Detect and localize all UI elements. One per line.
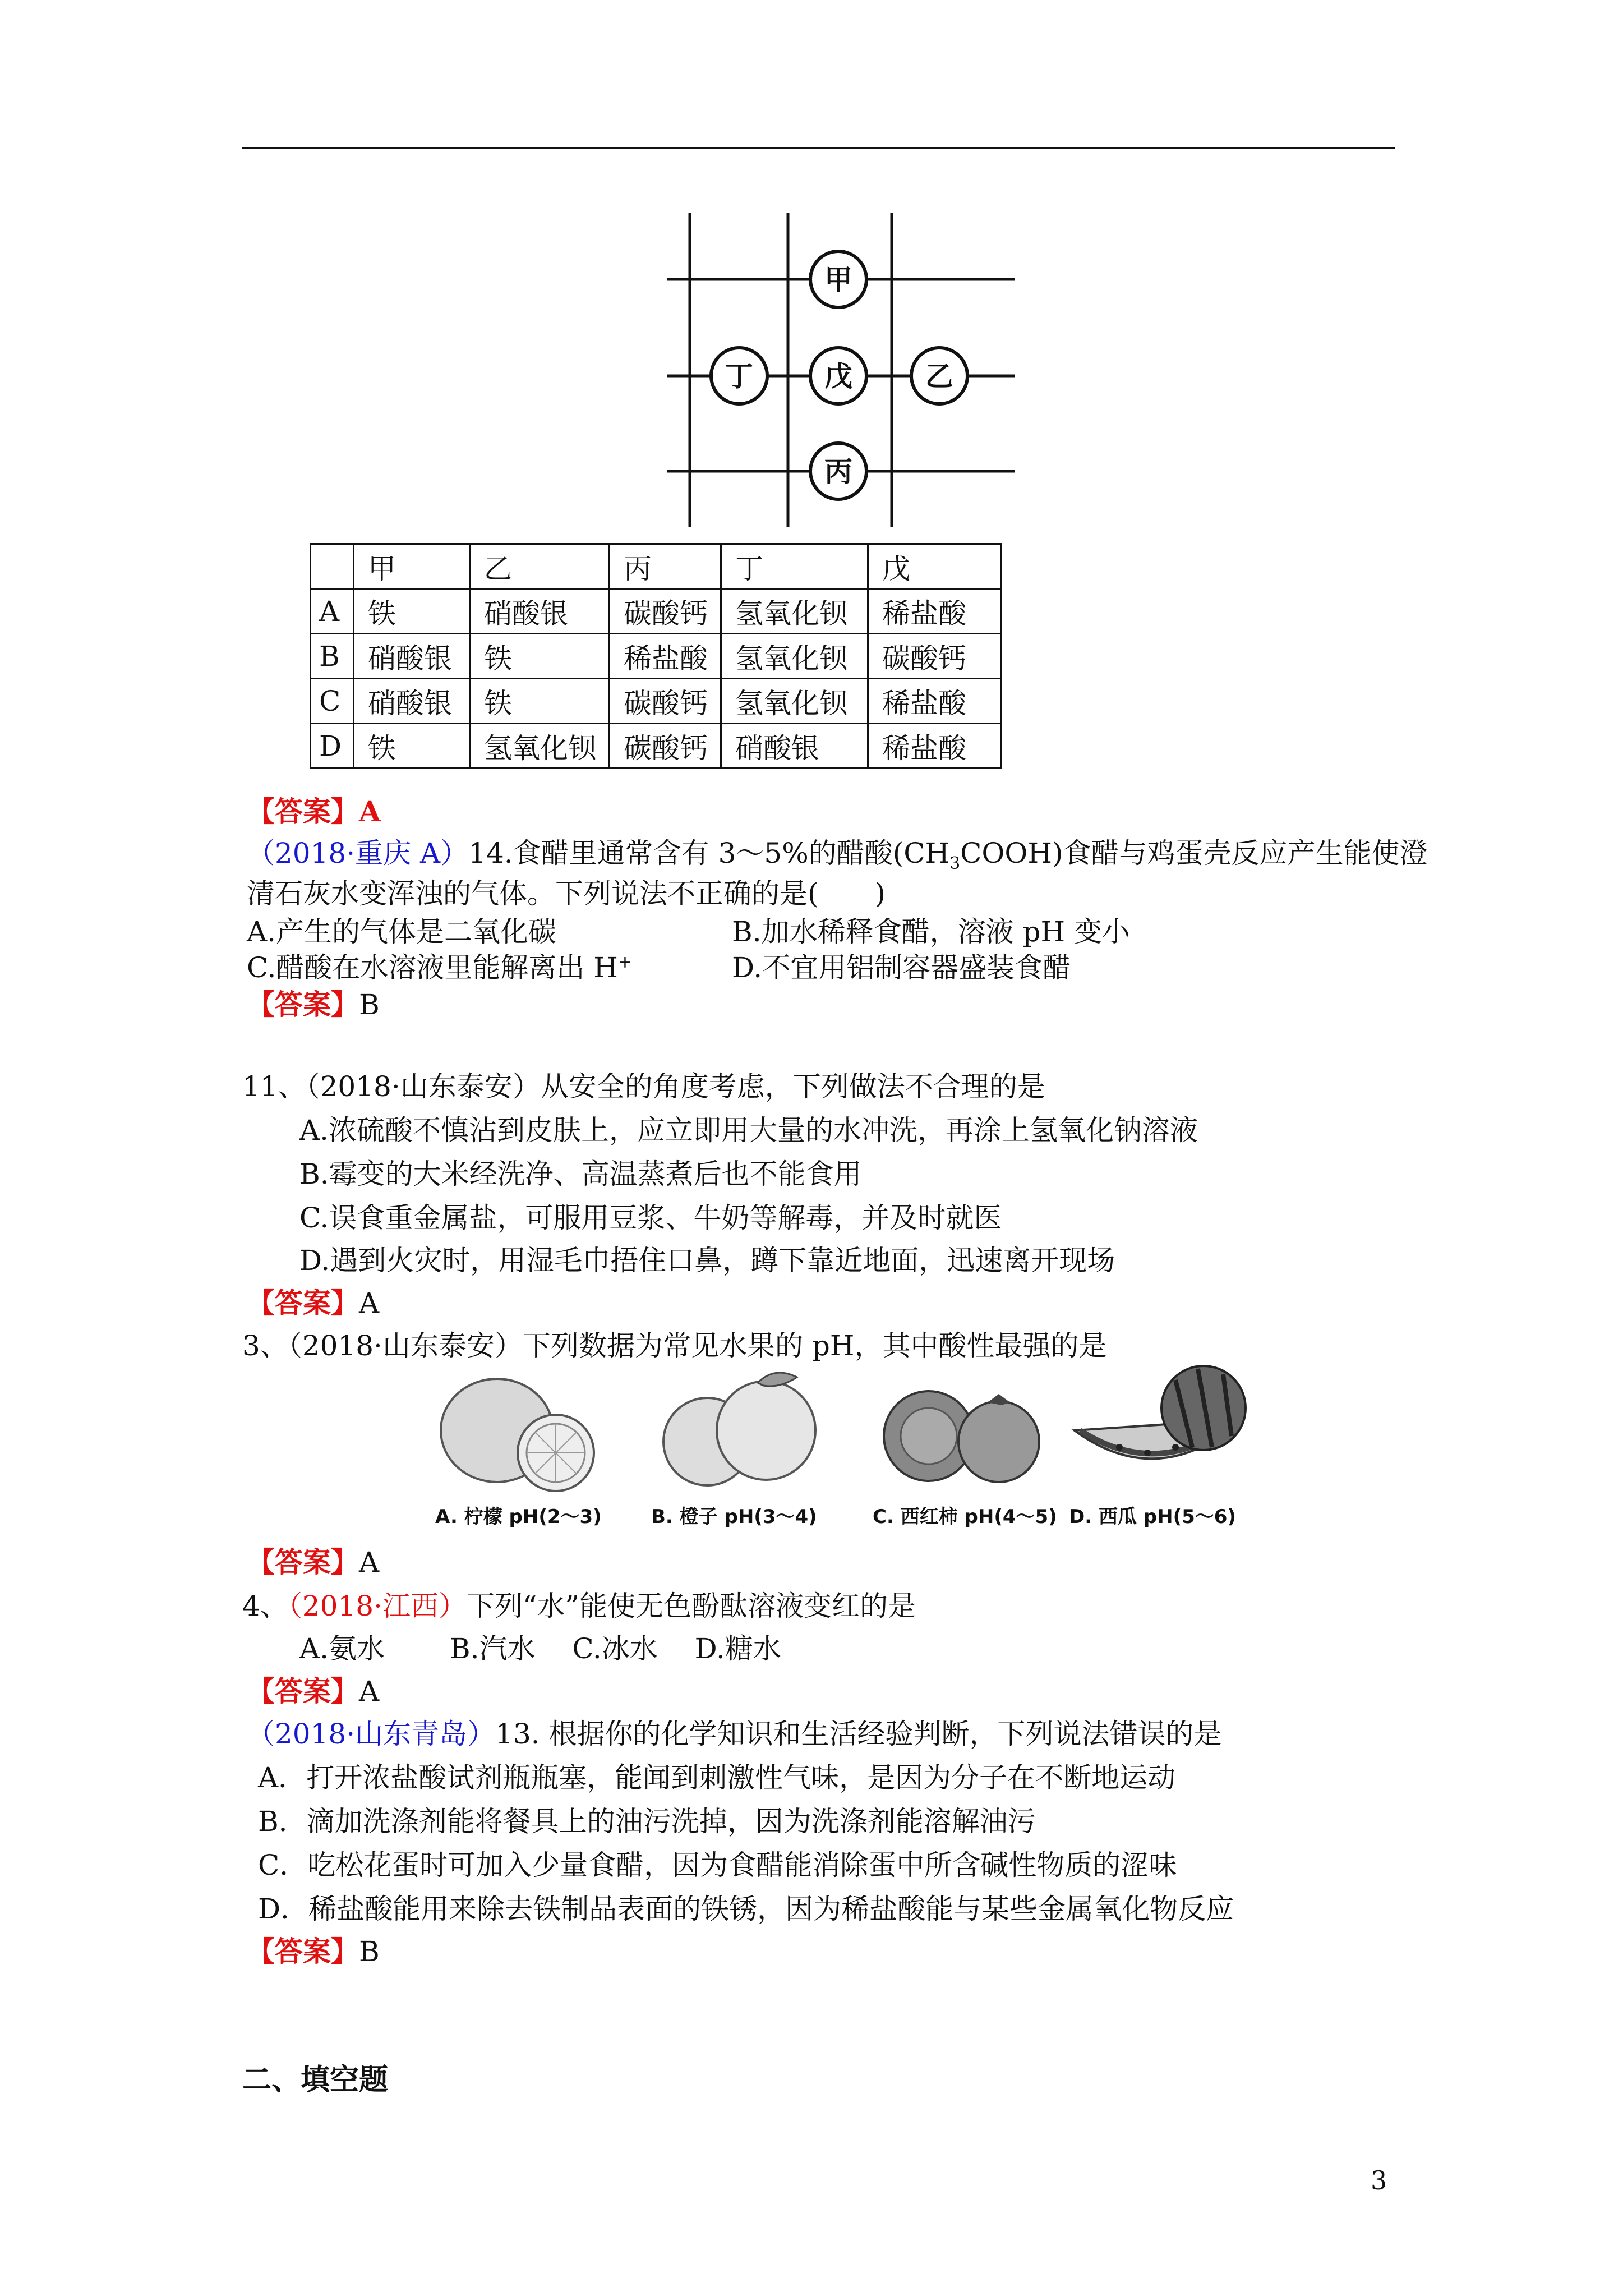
table-header-row: [311, 544, 1002, 589]
table-header-cell: [311, 544, 354, 589]
q11-option-a: A.浓硫酸不慎沾到皮肤上，应立即用大量的水冲洗，再涂上氢氧化钠溶液: [299, 1114, 1198, 1147]
answer-tag: 【答案】: [247, 1286, 359, 1319]
q11-stem: 11、（2018·山东泰安）从安全的角度考虑，下列做法不合理的是: [242, 1070, 1045, 1103]
table-cell: 铁: [470, 634, 610, 679]
table-cell: 氢氧化钡: [470, 724, 610, 769]
fruit-orange: [645, 1363, 842, 1531]
page-number: 3: [1371, 2165, 1387, 2196]
q14-subscript: 3: [949, 854, 961, 873]
table-cell: 碳酸钙: [868, 634, 1002, 679]
q14-stem-a: 14.食醋里通常含有 3～5%的醋酸(CH: [468, 837, 950, 869]
table-cell: 碳酸钙: [610, 589, 721, 634]
table-row: [311, 589, 1002, 634]
node-right: 乙: [925, 360, 953, 393]
q13-option-a: A．打开浓盐酸试剂瓶瓶塞，能闻到刺激性气味，是因为分子在不断地运动: [258, 1761, 1176, 1794]
q4-stem-text: 下列“水”能使无色酚酞溶液变红的是: [466, 1590, 916, 1622]
answer-tag: 【答案】: [247, 1674, 359, 1708]
table-cell: 稀盐酸: [868, 589, 1002, 634]
table-cell: 硝酸银: [470, 589, 610, 634]
q11-option-b: B.霉变的大米经洗净、高温蒸煮后也不能食用: [299, 1158, 862, 1190]
q11-answer: [247, 1286, 380, 1319]
q3-answer: [247, 1545, 380, 1579]
table-cell: 硝酸银: [354, 679, 470, 724]
q11-option-c: C.误食重金属盐，可服用豆浆、牛奶等解毒，并及时就医: [299, 1202, 1002, 1234]
q14-source: （2018·重庆 A）: [247, 837, 469, 869]
table-cell: 铁: [354, 589, 470, 634]
q13-option-b: B．滴加洗涤剂能将餐具上的油污洗掉，因为洗涤剂能溶解油污: [258, 1805, 1036, 1838]
answer-value: B: [359, 1935, 380, 1968]
answer-tag: 【答案】: [247, 988, 359, 1021]
q14-option-c-text: C.醋酸在水溶液里能解离出 H: [247, 951, 618, 984]
fruit-watermelon: [1063, 1363, 1260, 1531]
table-cell: 铁: [354, 724, 470, 769]
table-cell: A: [311, 589, 354, 634]
tomato-image: [867, 1363, 1063, 1492]
table-row: [311, 634, 1002, 679]
q13-option-c: C．吃松花蛋时可加入少量食醋，因为食醋能消除蛋中所含碱性物质的涩味: [258, 1849, 1177, 1881]
q14-stem-b: COOH)食醋与鸡蛋壳反应产生能使澄: [960, 837, 1428, 869]
q14-option-a: A.产生的气体是二氧化碳: [247, 915, 557, 948]
table-cell: 稀盐酸: [868, 724, 1002, 769]
orange-image: [645, 1363, 842, 1492]
table-cell: 稀盐酸: [610, 634, 721, 679]
table-cell: 碳酸钙: [610, 679, 721, 724]
node-top: 甲: [824, 264, 852, 296]
table-header-cell: 甲: [354, 544, 470, 589]
q3-stem: 3、（2018·山东泰安）下列数据为常见水果的 pH，其中酸性最强的是: [242, 1329, 1107, 1362]
reaction-grid-diagram: [667, 213, 1015, 527]
q4-source: （2018·江西）: [288, 1590, 467, 1622]
q14-option-d: D.不宜用铝制容器盛装食醋: [732, 951, 1071, 984]
answer-prev: 【答案】A: [247, 795, 381, 828]
q14-superscript: +: [617, 952, 633, 972]
table-cell: B: [311, 634, 354, 679]
table-cell: 硝酸银: [354, 634, 470, 679]
node-left: 丁: [725, 360, 753, 393]
q4-options: A.氨水 B.汽水 C.冰水 D.糖水: [299, 1632, 781, 1665]
answer-value: A: [359, 1675, 380, 1708]
answer-value: A: [359, 1546, 380, 1579]
header-rule: [242, 147, 1395, 149]
table-header-cell: 丙: [610, 544, 721, 589]
answer-value: B: [359, 988, 380, 1021]
node-center: 戊: [824, 360, 852, 393]
table-header-cell: 丁: [721, 544, 868, 589]
table-cell: 氢氧化钡: [721, 589, 868, 634]
q4-stem: [242, 1592, 916, 1620]
q14-option-b: B.加水稀释食醋，溶液 pH 变小: [732, 915, 1131, 948]
q14-option-c: [247, 951, 633, 984]
table-cell: 碳酸钙: [610, 724, 721, 769]
q13-stem-text: 13. 根据你的化学知识和生活经验判断，下列说法错误的是: [495, 1718, 1222, 1750]
fruit-label-c: C. 西红柿 pH(4～5): [873, 1506, 1057, 1528]
table-cell: 铁: [470, 679, 610, 724]
q4-number: 4、: [242, 1590, 288, 1622]
table-row: [311, 724, 1002, 769]
fruit-lemon: [430, 1363, 626, 1531]
table-header-cell: 戊: [868, 544, 1002, 589]
lemon-image: [430, 1363, 626, 1492]
table-cell: 稀盐酸: [868, 679, 1002, 724]
table-cell: 硝酸银: [721, 724, 868, 769]
table-cell: D: [311, 724, 354, 769]
table-row: [311, 679, 1002, 724]
table-cell: 氢氧化钡: [721, 679, 868, 724]
q14-stem-line1: [247, 839, 1428, 872]
q14-stem-line2: 清石灰水变浑浊的气体。下列说法不正确的是( ): [247, 877, 886, 910]
watermelon-image: [1063, 1363, 1260, 1492]
options-table: [310, 543, 1002, 769]
q14-answer: [247, 988, 380, 1021]
node-bottom: 丙: [824, 455, 852, 488]
fruit-image-strip: [430, 1363, 1260, 1531]
table-cell: 氢氧化钡: [721, 634, 868, 679]
fruit-label-d: D. 西瓜 pH(5～6): [1069, 1506, 1236, 1528]
fruit-tomato: [867, 1363, 1063, 1531]
table-cell: C: [311, 679, 354, 724]
answer-tag: 【答案】: [247, 1935, 359, 1968]
section-title: 二、填空题: [242, 2063, 389, 2097]
table-header-cell: 乙: [470, 544, 610, 589]
answer-tag: 【答案】: [247, 1545, 359, 1579]
answer-value: A: [359, 1287, 380, 1319]
q13-answer: [247, 1935, 380, 1968]
q13-option-d: D．稀盐酸能用来除去铁制品表面的铁锈，因为稀盐酸能与某些金属氧化物反应: [258, 1893, 1234, 1925]
fruit-label-b: B. 橙子 pH(3～4): [651, 1506, 817, 1528]
q4-answer: [247, 1674, 380, 1708]
q13-stem: [247, 1720, 1222, 1748]
q11-option-d: D.遇到火灾时，用湿毛巾捂住口鼻，蹲下靠近地面，迅速离开现场: [299, 1244, 1115, 1277]
q13-source: （2018·山东青岛）: [247, 1718, 496, 1750]
fruit-label-a: A. 柠檬 pH(2～3): [435, 1506, 602, 1528]
